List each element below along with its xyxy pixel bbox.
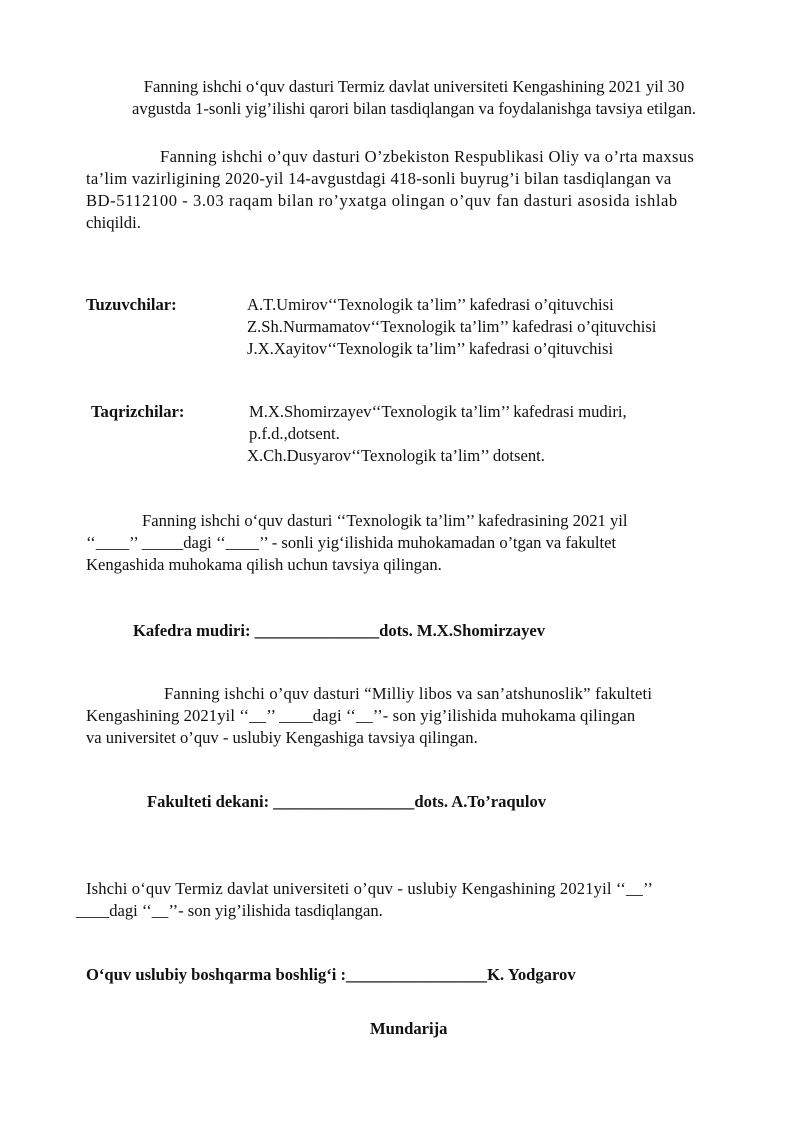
university-note-line1: Ishchi o‘quv Termiz davlat universiteti o’quv - uslubiy Kengashining 2021yil ‘‘__’’ <box>86 879 654 898</box>
approval-note-line1: Fanning ishchi o‘quv dasturi Termiz davlat universiteti Kengashining 2021 yil 30 <box>143 77 685 96</box>
compiler-name: Z.Sh.Nurmamatov‘‘Texnologik ta’lim’’ kafedrasi o’qituvchisi <box>247 317 657 336</box>
reviewers-section <box>91 401 627 467</box>
compilers-list <box>247 294 656 360</box>
department-note-line2: ‘‘____’’ _____dagi ‘‘____’’ - sonli yig‘ilishida muhokamadan o’tgan va fakultet <box>86 533 617 552</box>
faculty-note-line3: va universitet o’quv - uslubiy Kengashiga tavsiya qilingan. <box>86 728 478 747</box>
reviewers-list <box>249 401 627 467</box>
university-note-line2: ____dagi ‘‘__’’- son yig’ilishida tasdiqlangan. <box>76 901 383 920</box>
faculty-note <box>86 683 742 749</box>
department-note-line1: Fanning ishchi o‘quv dasturi ‘‘Texnologik ta’lim’’ kafedrasining 2021 yil <box>142 511 628 530</box>
department-note-line3: Kengashida muhokama qilish uchun tavsiya qilingan. <box>86 555 442 574</box>
faculty-note-line1: Fanning ishchi o’quv dasturi “Milliy libos va san’atshunoslik” fakulteti <box>164 684 653 703</box>
reviewer-name: X.Ch.Dusyarov‘‘Texnologik ta’lim’’ dotsent. <box>247 446 545 465</box>
basis-note-line4: chiqildi. <box>86 213 141 232</box>
compiler-name: J.X.Xayitov‘‘Texnologik ta’lim’’ kafedrasi o’qituvchisi <box>247 339 614 358</box>
department-note <box>86 510 742 576</box>
contents-title: Mundarija <box>370 1019 448 1038</box>
compiler-name: A.T.Umirov‘‘Texnologik ta’lim’’ kafedrasi o’qituvchisi <box>247 295 614 314</box>
basis-note-line2: ta’lim vazirligining 2020-yil 14-avgustdagi 418-sonli buyrug’i bilan tasdiqlangan va <box>86 169 672 188</box>
basis-note <box>86 146 742 234</box>
compilers-section <box>86 294 656 360</box>
basis-note-line1: Fanning ishchi o’quv dasturi O’zbekiston Respublikasi Oliy va o’rta maxsus <box>160 147 695 166</box>
basis-note-line3: BD-5112100 - 3.03 raqam bilan ro’yxatga olingan o’quv fan dasturi asosida ishlab <box>86 191 678 210</box>
approval-note <box>80 76 748 120</box>
compilers-label: Tuzuvchilar: <box>86 295 177 314</box>
methodology-head-signature: O‘quv uslubiy boshqarma boshlig‘i :_________________K. Yodgarov <box>86 965 576 984</box>
reviewer-name: p.f.d.,dotsent. <box>249 424 340 443</box>
faculty-note-line2: Kengashining 2021yil ‘‘__’’ ____dagi ‘‘__’’- son yig’ilishida muhokama qilingan <box>86 706 636 725</box>
reviewers-label: Taqrizchilar: <box>91 402 185 421</box>
faculty-dean-signature: Fakulteti dekani: _________________dots. A.To’raqulov <box>147 792 547 811</box>
department-head-signature: Kafedra mudiri: _______________dots. M.X.Shomirzayev <box>133 621 546 640</box>
reviewer-name: M.X.Shomirzayev‘‘Texnologik ta’lim’’ kafedrasi mudiri, <box>249 402 627 421</box>
university-note <box>76 878 756 922</box>
approval-note-line2: avgustda 1-sonli yig’ilishi qarori bilan tasdiqlangan va foydalanishga tavsiya etilgan. <box>131 99 697 118</box>
